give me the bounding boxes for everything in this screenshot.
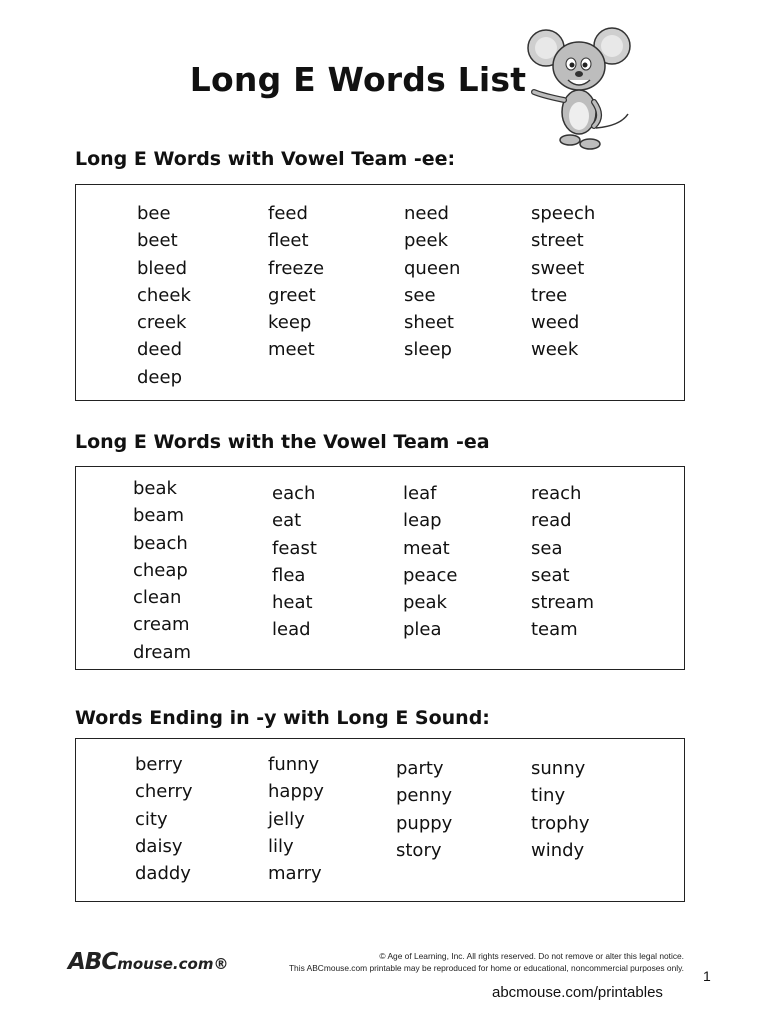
word: cheek: [137, 284, 191, 306]
word: feast: [272, 537, 317, 559]
section-heading-ee: Long E Words with Vowel Team -ee:: [75, 148, 456, 170]
word: party: [396, 758, 444, 779]
word: seat: [531, 564, 570, 586]
word-column-4: [531, 480, 594, 644]
word-box-y: [75, 738, 685, 902]
page-title: Long E Words List: [189, 60, 527, 99]
word: marry: [268, 863, 322, 885]
word: clean: [133, 587, 182, 609]
legal-notice-line-2: This ABCmouse.com printable may be reproduced for home or educational, noncommercial purposes only.: [288, 963, 684, 973]
word-column-3: [404, 200, 460, 364]
word: beak: [133, 478, 177, 499]
section-heading-ea: Long E Words with the Vowel Team -ea: [75, 431, 490, 453]
word: beach: [133, 532, 188, 554]
word: need: [404, 203, 449, 224]
word: feed: [268, 203, 308, 224]
word-column-3: [403, 480, 458, 644]
word: sweet: [531, 257, 585, 279]
word: windy: [531, 839, 585, 861]
word-box-ee: [75, 184, 685, 401]
word: fleet: [268, 230, 309, 252]
word: plea: [403, 619, 442, 641]
word-column-2: [268, 200, 324, 364]
word: heat: [272, 592, 313, 614]
word: meet: [268, 339, 315, 361]
word: penny: [396, 785, 452, 807]
word: cream: [133, 614, 190, 636]
word: dream: [133, 641, 192, 663]
word: tree: [531, 284, 568, 306]
word: keep: [268, 312, 312, 334]
word: happy: [268, 781, 324, 803]
word: flea: [272, 564, 306, 586]
word: greet: [268, 284, 316, 306]
word: reach: [531, 483, 582, 504]
word-column-4: [531, 200, 595, 364]
logo-rest-text: mouse.com®: [117, 955, 229, 973]
word: puppy: [396, 812, 453, 834]
word: week: [531, 339, 579, 361]
word: weed: [531, 312, 580, 334]
word-column-3: [396, 755, 452, 864]
word: daisy: [135, 835, 183, 857]
section-heading-y: Words Ending in -y with Long E Sound:: [75, 707, 490, 729]
word-column-2: [272, 480, 317, 644]
word-box-ea: [75, 466, 685, 670]
word: meat: [403, 537, 450, 559]
word: city: [135, 808, 168, 830]
word: speech: [531, 203, 596, 224]
word: team: [531, 619, 578, 641]
abcmouse-logo: [68, 949, 228, 975]
word: berry: [135, 754, 183, 775]
word: story: [396, 839, 442, 861]
word-column-4: [531, 755, 590, 864]
logo-abc-text: ABC: [68, 949, 118, 975]
word: lead: [272, 619, 311, 641]
word: sleep: [404, 339, 452, 361]
word: cherry: [135, 781, 193, 803]
word: creek: [137, 312, 187, 334]
word-column-1: [135, 751, 193, 887]
word: jelly: [268, 808, 305, 830]
site-url: abcmouse.com/printables: [492, 984, 663, 1001]
word-column-2: [268, 751, 324, 887]
word: see: [404, 284, 436, 306]
word: funny: [268, 754, 320, 775]
word: peak: [403, 592, 447, 614]
word-column-1: [133, 475, 191, 666]
word: bleed: [137, 257, 188, 279]
word: peace: [403, 564, 458, 586]
word: eat: [272, 510, 302, 532]
word: stream: [531, 592, 595, 614]
word: read: [531, 510, 572, 532]
word: freeze: [268, 257, 325, 279]
word: tiny: [531, 785, 566, 807]
word: daddy: [135, 863, 191, 885]
word: sheet: [404, 312, 454, 334]
mouse-mascot-icon: [524, 26, 636, 156]
legal-notice-line-1: © Age of Learning, Inc. All rights reserved. Do not remove or alter this legal notice.: [379, 951, 684, 961]
word: street: [531, 230, 584, 252]
word: sea: [531, 537, 563, 559]
word: cheap: [133, 559, 188, 581]
word: beam: [133, 505, 185, 527]
word: deep: [137, 366, 182, 388]
word: deed: [137, 339, 182, 361]
page-number: 1: [703, 968, 711, 984]
word: sunny: [531, 758, 586, 779]
word-column-1: [137, 200, 191, 391]
word: trophy: [531, 812, 590, 834]
word: beet: [137, 230, 178, 252]
word: bee: [137, 203, 171, 224]
word: queen: [404, 257, 461, 279]
word: lily: [268, 835, 294, 857]
word: leaf: [403, 483, 437, 504]
word: peek: [404, 230, 448, 252]
word: leap: [403, 510, 442, 532]
word: each: [272, 483, 316, 504]
